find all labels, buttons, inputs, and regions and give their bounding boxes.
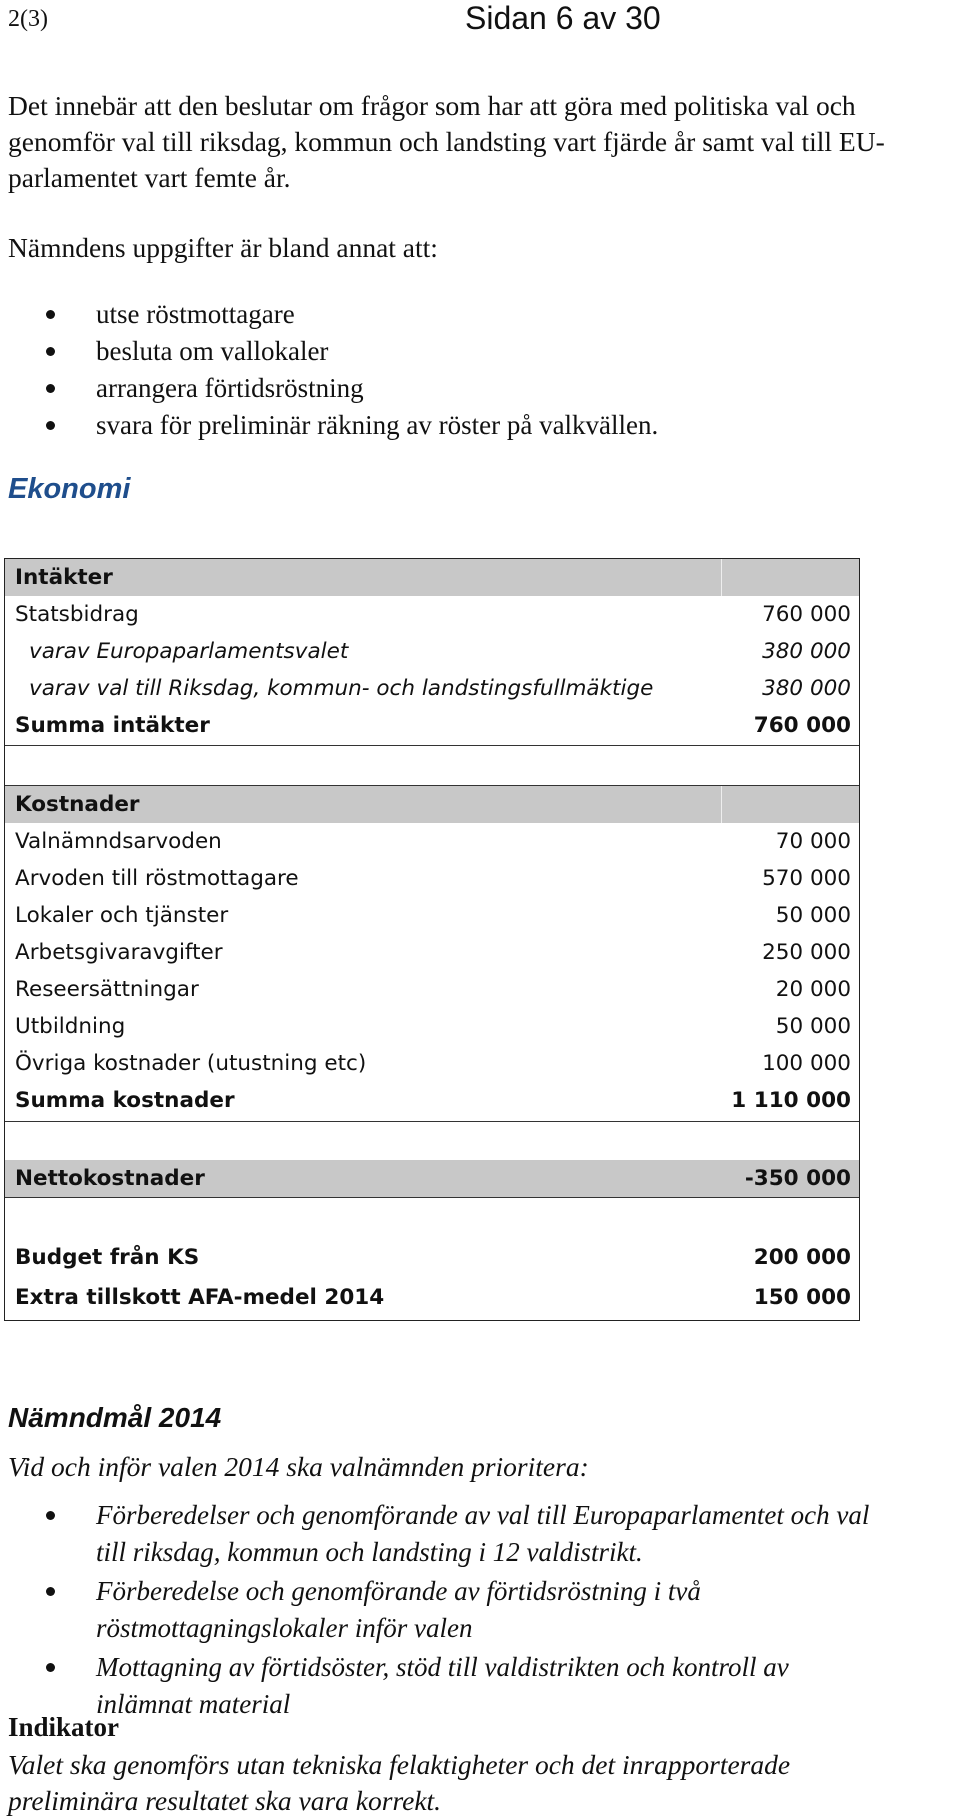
bullet-icon [46, 384, 55, 393]
bullet-icon [46, 421, 55, 430]
table-row: Arvoden till röstmottagare 570 000 [15, 866, 851, 891]
cost-header: Kostnader [15, 792, 140, 817]
section-heading-goals: Nämndmål 2014 [8, 1402, 222, 1433]
intro-line: genomför val till riksdag, kommun och landsting vart fjärde år samt val till EU- [8, 126, 885, 157]
indicator-text: Valet ska genomförs utan tekniska felaktigheter och det inrapporterade preliminära resultatet ska vara korrekt. [8, 1749, 791, 1816]
income-header-row [5, 559, 859, 596]
cost-header-row [5, 786, 859, 823]
table-row: Arbetsgivaravgifter 250 000 [15, 940, 851, 965]
bullet-icon [46, 1663, 55, 1672]
bullet-icon [46, 310, 55, 319]
goals-lead: Vid och inför valen 2014 ska valnämnden prioritera: [8, 1451, 589, 1482]
funding-row: Budget från KS 200 000 [15, 1245, 851, 1270]
section-heading-ekonomi: Ekonomi [8, 473, 131, 505]
goals-list [0, 1497, 960, 1723]
list-item: svara för preliminär räkning av röster på valkvällen. [0, 407, 960, 444]
intro-line: Det innebär att den beslutar om frågor som har att göra med politiska val och [8, 90, 856, 121]
document-reference: 2(3) [8, 6, 48, 32]
budget-table [4, 558, 860, 1321]
list-item: arrangera förtidsröstning [0, 370, 960, 407]
tasks-list [0, 296, 960, 444]
table-row: Statsbidrag 760 000 [15, 602, 851, 627]
list-item: utse röstmottagare [0, 296, 960, 333]
cost-total-row: Summa kostnader 1 110 000 [15, 1088, 851, 1113]
bullet-icon [46, 1587, 55, 1596]
table-row: Lokaler och tjänster 50 000 [15, 903, 851, 928]
table-row: Reseersättningar 20 000 [15, 977, 851, 1002]
intro-line: parlamentet vart femte år. [8, 162, 291, 193]
table-row: Utbildning 50 000 [15, 1014, 851, 1039]
income-total-row: Summa intäkter 760 000 [15, 713, 851, 738]
table-row: varav val till Riksdag, kommun- och landstingsfullmäktige 380 000 [29, 676, 851, 701]
bullet-icon [46, 347, 55, 356]
funding-row: Extra tillskott AFA-medel 2014 150 000 [15, 1285, 851, 1310]
section-heading-indicator: Indikator [8, 1712, 120, 1742]
list-item: Förberedelser och genomförande av val till Europaparlamentet och val till riksdag, kommun och landsting i 12 valdistrikt. [0, 1497, 960, 1571]
list-item: Mottagning av förtidsöster, stöd till valdistrikten och kontroll av inlämnat material [0, 1649, 960, 1723]
net-cost-row: Nettokostnader -350 000 [5, 1160, 859, 1197]
list-item: Förberedelse och genomförande av förtidsröstning i två röstmottagningslokaler inför valen [0, 1573, 960, 1647]
table-row: varav Europaparlamentsvalet 380 000 [29, 639, 851, 664]
list-item: besluta om vallokaler [0, 333, 960, 370]
table-row: Valnämndsarvoden 70 000 [15, 829, 851, 854]
tasks-lead: Nämndens uppgifter är bland annat att: [8, 232, 438, 263]
page-number: Sidan 6 av 30 [465, 0, 661, 36]
intro-paragraph [8, 88, 953, 196]
income-header: Intäkter [15, 565, 113, 590]
bullet-icon [46, 1511, 55, 1520]
table-row: Övriga kostnader (utustning etc) 100 000 [15, 1051, 851, 1076]
